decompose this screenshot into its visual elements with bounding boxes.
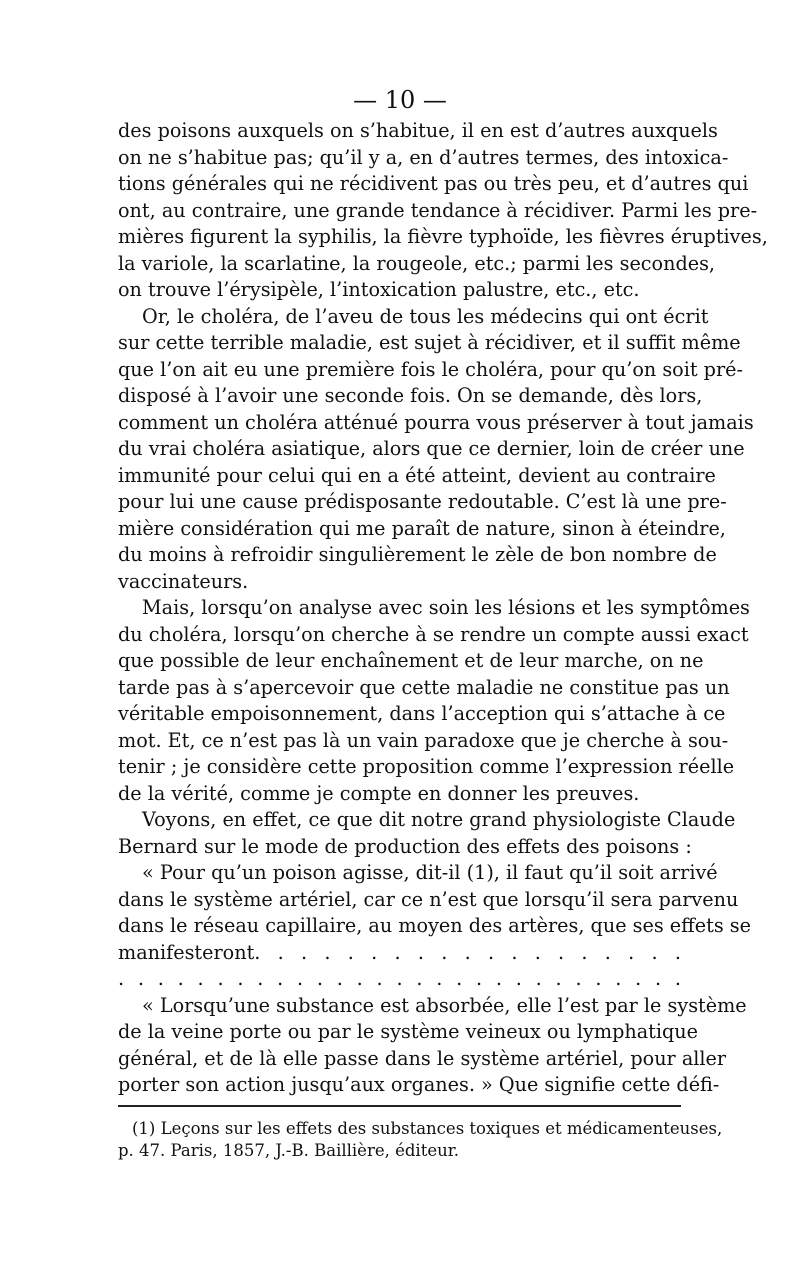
text-line: la variole, la scarlatine, la rougeole, etc.; parmi les secondes,: [118, 251, 716, 275]
footnote: [118, 1118, 723, 1162]
text-line: tions générales qui ne récidivent pas ou très peu, et d’autres qui: [118, 172, 749, 195]
page-number: — 10 —: [353, 86, 447, 114]
text-line: dans le réseau capillaire, au moyen des artères, que ses effets se: [118, 914, 751, 937]
text-line: . . . . . . . . . . . . . . . . . . . . . . . . . . . . .: [118, 967, 681, 990]
text-line: des poisons auxquels on s’habitue, il en est d’autres auxquels: [118, 119, 718, 142]
text-line: de la veine porte ou par le système veineux ou lymphatique: [118, 1020, 698, 1043]
text-line: Voyons, en effet, ce que dit notre grand physiologiste Claude: [142, 808, 736, 831]
text-line: porter son action jusqu’aux organes. » Que signifie cette défi-: [118, 1073, 720, 1096]
text-line: dans le système artériel, car ce n’est que lorsqu’il sera parvenu: [118, 887, 739, 911]
footnote-rule: [118, 1105, 681, 1107]
text-line: véritable empoisonnement, dans l’acception qui s’attache à ce: [118, 702, 726, 725]
text-line: du choléra, lorsqu’on cherche à se rendre un compte aussi exact: [118, 622, 749, 646]
text-line: que l’on ait eu une première fois le choléra, pour qu’on soit pré-: [118, 357, 743, 381]
text-line: Bernard sur le mode de production des effets des poisons :: [118, 834, 692, 858]
text-line: disposé à l’avoir une seconde fois. On se demande, dès lors,: [118, 384, 703, 407]
text-line: mières figurent la syphilis, la fièvre typhoïde, les fièvres éruptives,: [118, 225, 768, 248]
footnote-line: p. 47. Paris, 1857, J.-B. Baillière, éditeur.: [118, 1141, 460, 1160]
text-line: ont, au contraire, une grande tendance à récidiver. Parmi les pre-: [118, 198, 758, 222]
text-line: général, et de là elle passe dans le système artériel, pour aller: [118, 1046, 727, 1070]
text-line: vaccinateurs.: [118, 569, 249, 593]
text-line: Or, le choléra, de l’aveu de tous les médecins qui ont écrit: [142, 304, 709, 328]
text-line: de la vérité, comme je compte en donner les preuves.: [118, 781, 640, 805]
text-line: du moins à refroidir singulièrement le zèle de bon nombre de: [118, 543, 717, 566]
text-line: immunité pour celui qui en a été atteint, devient au contraire: [118, 463, 716, 487]
text-line: manifesteront. . . . . . . . . . . . . . . . . . .: [118, 940, 681, 964]
text-line: du vrai choléra asiatique, alors que ce dernier, loin de créer une: [118, 437, 745, 460]
body-text: [118, 118, 768, 1099]
text-line: que possible de leur enchaînement et de leur marche, on ne: [118, 649, 704, 672]
text-line: sur cette terrible maladie, est sujet à récidiver, et il suffit même: [118, 331, 741, 354]
text-line: mière considération qui me paraît de nature, sinon à éteindre,: [118, 516, 726, 540]
text-line: « Lorsqu’une substance est absorbée, elle l’est par le système: [142, 993, 747, 1017]
text-line: pour lui une cause prédisposante redoutable. C’est là une pre-: [118, 490, 727, 513]
text-line: « Pour qu’un poison agisse, dit-il (1), il faut qu’il soit arrivé: [142, 861, 718, 884]
text-line: tarde pas à s’apercevoir que cette maladie ne constitue pas un: [118, 675, 730, 699]
text-line: mot. Et, ce n’est pas là un vain paradoxe que je cherche à sou-: [118, 728, 729, 752]
text-line: tenir ; je considère cette proposition comme l’expression réelle: [118, 755, 735, 778]
text-line: comment un choléra atténué pourra vous préserver à tout jamais: [118, 410, 754, 434]
text-line: on ne s’habitue pas; qu’il y a, en d’autres termes, des intoxica-: [118, 145, 729, 169]
text-line: Mais, lorsqu’on analyse avec soin les lésions et les symptômes: [142, 596, 750, 619]
text-line: on trouve l’érysipèle, l’intoxication palustre, etc., etc.: [118, 278, 640, 301]
footnote-line: (1) Leçons sur les effets des substances toxiques et médicamenteuses,: [132, 1119, 723, 1138]
